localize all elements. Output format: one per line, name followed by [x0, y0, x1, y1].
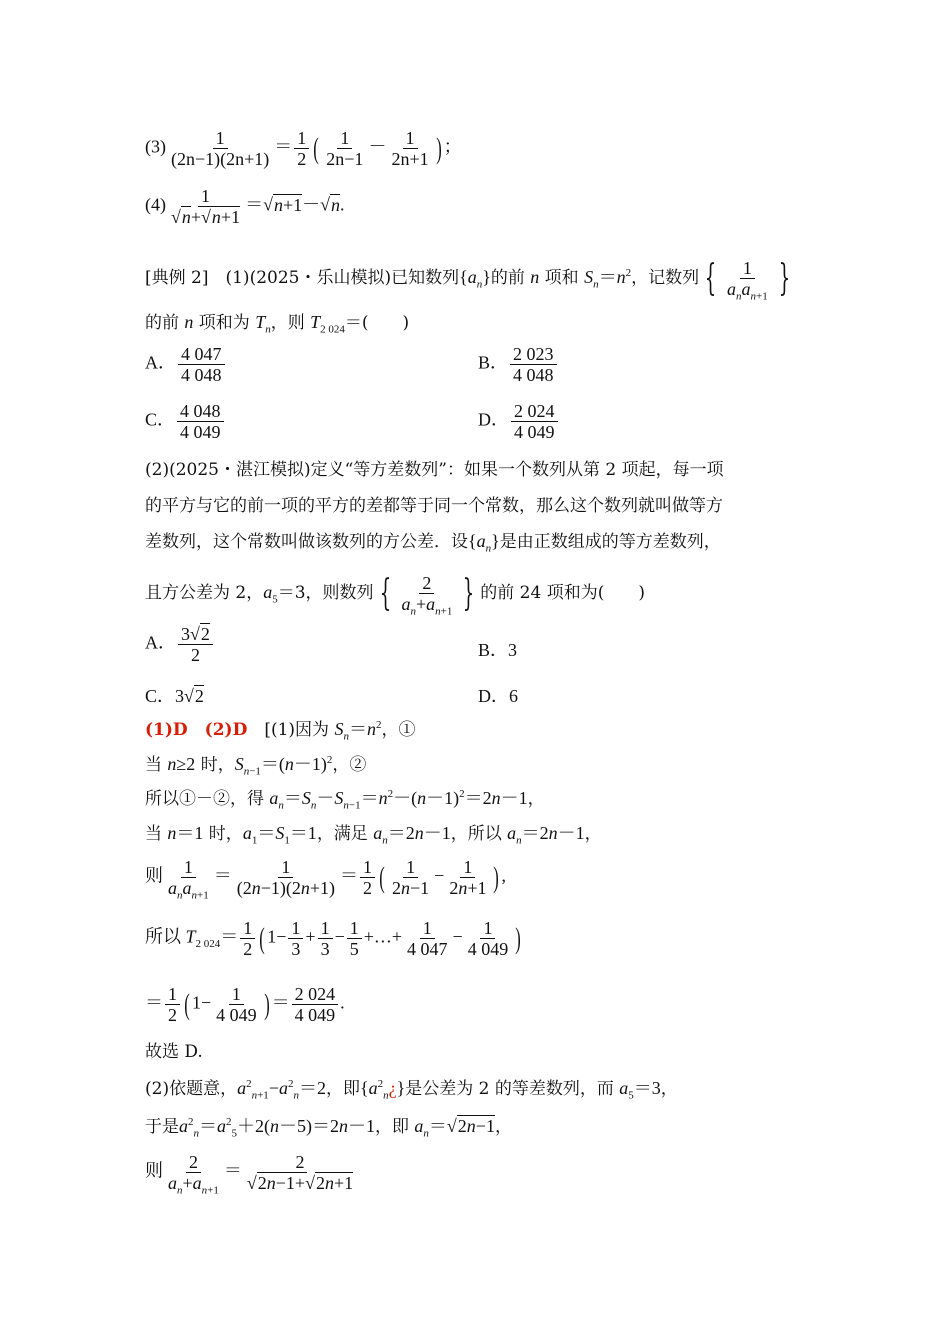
- q2-line-3: 差数列，这个常数叫做该数列的方公差．设$\{a_n\}$是由正数组成的等方差数列，: [145, 531, 721, 555]
- option-a-q2[interactable]: A． $\frac{3√2}{2}$: [145, 624, 215, 665]
- solution-line-4: 当 n＝1 时，$a_1=S_1=1$，满足 $a_n=2n-1$，所以 $a_n=2n-1$，: [145, 823, 602, 847]
- solution-line-3: 所以①－②，得 $a_n=S_n-S_{n-1}=n^2-(n-1)^2=2n-1$，: [145, 788, 545, 812]
- option-d-q2[interactable]: D．6: [478, 686, 518, 706]
- q2-line-1: (2)(2025・湛江模拟)定义“等方差数列”：如果一个数列从第 2 项起，每一项: [145, 460, 724, 480]
- solution-line-7: ＝ $\frac{1}{2}$ ( 1− $\frac{1}{4 049}$ ) ＝ $\frac{2 024}{4 049}$ .: [145, 984, 345, 1025]
- example-2-line-2: 的前 n 项和为 $T_n$，则 $T_{2 024}=$( ): [145, 312, 410, 336]
- solution-line-1: (1)D (2)D [(1)因为 $S_n=n^2$，①: [145, 719, 416, 743]
- q2-line-2: 的平方与它的前一项的平方的差都等于同一个常数，那么这个数列就叫做等方: [145, 496, 723, 516]
- formula-3: (3) $\frac{1}{(2n-1)(2n+1)}$ ＝ $\frac{1}{2}$ ( $\frac{1}{2n-1}$ － $\frac{1}{2n+1}$ ) ；: [145, 128, 462, 169]
- solution-line-9: (2)依题意，$a^2_{n+1}-a^2_n=2$，即$\{a^2_n¿\}$是公差为 2 的等差数列，而 $a_5=3$，: [145, 1078, 678, 1102]
- option-d[interactable]: D． $\frac{2 024}{4 049}$: [478, 401, 560, 442]
- solution-line-6: 所以 $T_{2 024}=$ $\frac{1}{2}$ ( 1− $\frac{1}{3}$ + $\frac{1}{3}$ − $\frac{1}{5}$ +…+ $\frac{1}{4 047}$ − $\frac{1}{4 049}$ ): [145, 918, 521, 959]
- solution-line-2: 当 n≥2 时，$S_{n-1}=(n-1)^2$，②: [145, 754, 367, 778]
- solution-line-10: 于是$a^2_n=a^2_5+2(n-5)=2n-1$，即 $a_n=√2n-1$，: [145, 1116, 512, 1140]
- solution-line-11: 则 $\frac{2}{a_n+a_{n+1}}$ ＝ $\frac{2}{√2n-1+√2n+1}$: [145, 1152, 354, 1197]
- solution-line-5: 则 $\frac{1}{a_na_{n+1}}$ ＝ $\frac{1}{(2n-1)(2n+1)}$ ＝ $\frac{1}{2}$ ( $\frac{1}{2n-1}$ − $\frac{1}{2n+1}$ ) ,: [145, 857, 506, 902]
- option-c[interactable]: C． $\frac{4 048}{4 049}$: [145, 401, 226, 442]
- solution-line-8: 故选 D.: [145, 1042, 203, 1062]
- option-b[interactable]: B． $\frac{2 023}{4 048}$: [478, 344, 559, 385]
- formula-4: (4) $\frac{1}{√n+√n+1}$ ＝√n+1－√n.: [145, 186, 345, 227]
- example-2-line-1: [典例 2] (1)(2025・乐山模拟)已知数列$\{a_n\}$的前 n 项和 $S_n=n^2$，记数列 { $\frac{1}{a_na_{n+1}}$ }: [145, 257, 790, 303]
- option-c-q2[interactable]: C．3√2: [145, 686, 204, 706]
- fraction: $\frac{1}{(2n-1)(2n+1)}$: [171, 128, 270, 169]
- q2-line-4: 且方公差为 2，$a_5=3$，则数列 { $\frac{2}{a_n+a_{n+1}}$ } 的前 24 项和为( ): [145, 572, 645, 618]
- option-a[interactable]: A． $\frac{4 047}{4 048}$: [145, 344, 227, 385]
- option-b-q2[interactable]: B．3: [478, 640, 518, 660]
